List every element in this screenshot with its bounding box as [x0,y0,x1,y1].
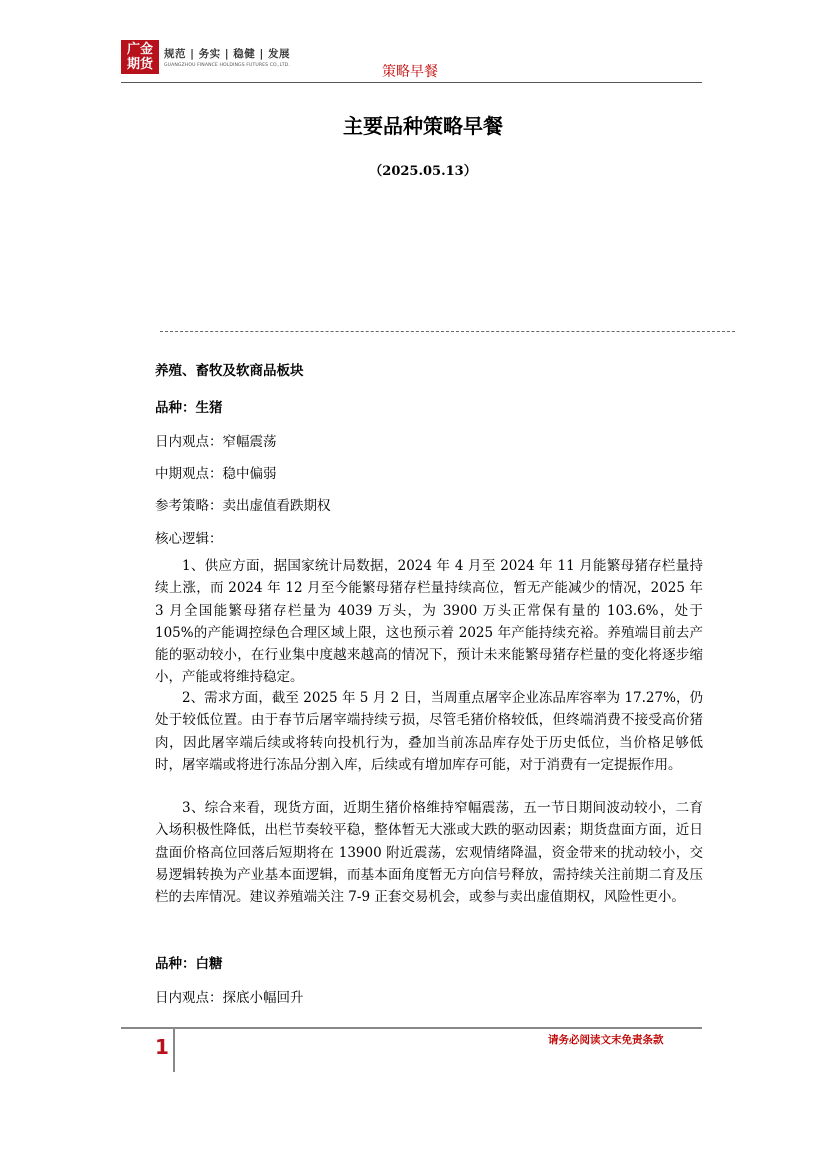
disclaimer-note: 请务必阅读文末免责条款 [548,1034,664,1046]
header-tag: 策略早餐 [382,64,438,80]
paragraph-supply: 1、供应方面，据国家统计局数据，2024 年 4 月至 2024 年 11 月能繁母猪存栏量持续上涨，而 2024 年 12 月至今能繁母猪存栏量持续高位，暂无产能减少的情况，2025 年 3 月全国能繁母猪存栏量为 4039 万头，为 3900 万头正常保有量的 103.6%，处于 105%的产能调控绿色合理区域上限，这也预示着 2025 年产能持续充裕。养殖端目前去产能的驱动较小，在行业集中度越来越高的情况下，预计未来能繁母猪存栏量的变化将逐步缩小，产能或将维持稳定。 [155,558,703,686]
header-divider [121,82,702,83]
variety-heading-sugar: 品种：白糖 [155,956,223,972]
logo-text-top: 广金 [126,42,153,57]
company-logo [121,40,159,74]
variety-heading-hog: 品种：生猪 [155,400,223,416]
paragraph-demand: 2、需求方面，截至 2025 年 5 月 2 日，当周重点屠宰企业冻品库容率为 17.27%，仍处于较低位置。由于春节后屠宰端持续亏损，尽管毛猪价格较低，但终端消费不接受高价猪肉，因此屠宰端后续或将转向投机行为，叠加当前冻品库存处于历史低位，当价格足够低时，屠宰端或将进行冻品分割入库，后续或有增加库存可能，对于消费有一定提振作用。 [155,690,703,773]
paragraph-summary: 3、综合来看，现货方面，近期生猪价格维持窄幅震荡，五一节日期间波动较小，二育入场积极性降低，出栏节奏较平稳，整体暂无大涨或大跌的驱动因素；期货盘面方面，近日盘面价格高位回落后短期将在 13900 附近震荡，宏观情绪降温，资金带来的扰动较小，交易逻辑转换为产业基本面逻辑，而基本面角度暂无方向信号释放，需持续关注前期二育及压栏的去库情况。建议养殖端关注 7-9 正套交易机会，或参与卖出虚值期权，风险性更小。 [155,800,703,906]
company-english-name: GUANGZHOU FINANCE HOLDINGS FUTURES CO.,LTD. [164,63,290,68]
core-logic-label: 核心逻辑： [155,531,223,547]
document-title: 主要品种策略早餐 [343,114,503,138]
dashed-divider [160,331,735,332]
footer-divider [121,1027,702,1029]
intraday-view-hog: 日内观点：窄幅震荡 [155,434,277,450]
midterm-view-hog: 中期观点：稳中偏弱 [155,466,277,482]
footer-vertical-bar [173,1029,175,1072]
strategy-hog: 参考策略：卖出虚值看跌期权 [155,498,331,514]
logo-text-bottom: 期货 [126,57,153,72]
section-heading: 养殖、畜牧及软商品板块 [155,363,304,379]
intraday-view-sugar: 日内观点：探底小幅回升 [155,990,304,1006]
page-number: 1 [155,1035,169,1059]
company-slogan: 规范 | 务实 | 稳健 | 发展 [164,48,290,60]
document-date: （2025.05.13） [369,164,477,179]
